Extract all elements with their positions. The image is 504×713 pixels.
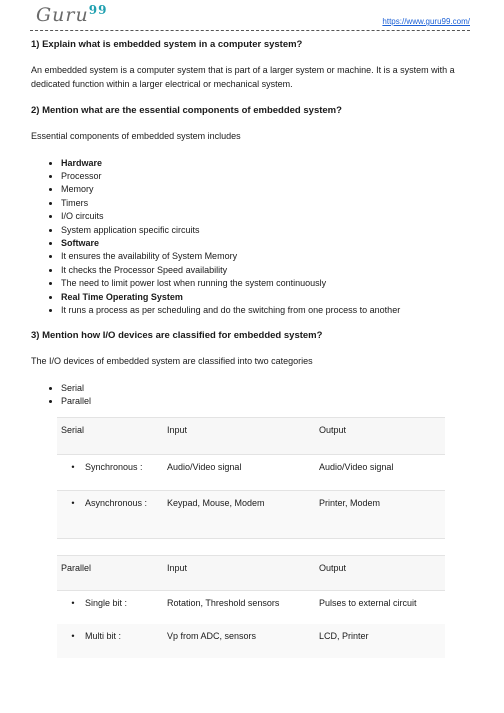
q1-answer: An embedded system is a computer system that is part of a larger system or machine. It is a system with a dedicated function within a larger electrical or mechanical system. — [31, 65, 455, 89]
logo-text: Guru — [36, 4, 89, 26]
list-item: • It checks the Processor Speed availability — [61, 264, 476, 277]
q2-heading: 2) Mention what are the essential components of embedded system? — [31, 105, 342, 116]
logo-number: 99 — [88, 3, 108, 17]
list-item: • It runs a process as per scheduling and do the switching from one process to another — [61, 304, 476, 317]
header-cell: Input — [163, 417, 315, 454]
list-item: • Memory — [61, 183, 476, 196]
input-cell: Keypad, Mouse, Modem — [163, 490, 315, 538]
header-cell: Parallel — [57, 555, 163, 590]
list-item: • Real Time Operating System — [61, 291, 476, 304]
list-item: • Hardware — [61, 157, 476, 170]
input-cell: Rotation, Threshold sensors — [167, 597, 280, 608]
type-label: Asynchronous : — [85, 497, 148, 508]
parallel-io-table — [57, 555, 445, 659]
table-row — [57, 590, 445, 624]
table-row — [57, 490, 445, 538]
type-label: Single bit : — [85, 597, 128, 608]
type-cell — [57, 624, 163, 658]
q3-intro: The I/O devices of embedded system are classified into two categories — [31, 356, 313, 367]
bullet: • — [71, 631, 75, 642]
q3-list — [31, 382, 476, 409]
output-cell: Audio/Video signal — [315, 454, 445, 490]
input-cell: Audio/Video signal — [163, 454, 315, 490]
list-item: • The need to limit power lost when running the system continuously — [61, 277, 476, 290]
q2-intro: Essential components of embedded system includes — [31, 131, 241, 141]
list-item: • System application specific circuits — [61, 224, 476, 237]
list-item: • Timers — [61, 197, 476, 210]
header-cell: Output — [315, 417, 445, 454]
list-item: • It ensures the availability of System Memory — [61, 250, 476, 263]
document-body — [31, 38, 476, 658]
list-item: • I/O circuits — [61, 210, 476, 223]
table-header-row — [57, 555, 445, 590]
guru99-logo — [36, 4, 107, 26]
list-item: • Processor — [61, 170, 476, 183]
bullet: • — [71, 497, 75, 508]
bullet: • — [71, 597, 75, 608]
input-cell: Vp from ADC, sensors — [163, 624, 315, 658]
guru99-url-link[interactable]: https://www.guru99.com/ — [382, 17, 470, 26]
q3-heading: 3) Mention how I/O devices are classified for embedded system? — [31, 330, 323, 342]
list-item: • Parallel — [61, 395, 476, 408]
list-item: • Software — [61, 237, 476, 250]
output-cell: Printer, Modem — [315, 490, 445, 538]
q2-list — [31, 157, 476, 318]
table-header-row — [57, 417, 445, 454]
header-cell: Serial — [57, 417, 163, 454]
type-cell — [57, 590, 163, 624]
header-cell: Input — [163, 555, 315, 590]
serial-io-table — [57, 417, 445, 539]
list-item: • Serial — [61, 382, 476, 395]
output-cell: LCD, Printer — [315, 624, 445, 658]
output-cell: Pulses to external circuit — [319, 597, 417, 608]
q1-heading: 1) Explain what is embedded system in a computer system? — [31, 39, 303, 50]
type-label: Multi bit : — [85, 631, 122, 642]
type-label: Synchronous : — [85, 461, 143, 472]
type-cell — [57, 454, 163, 490]
header-divider — [30, 30, 470, 31]
bullet: • — [71, 461, 75, 472]
table-row — [57, 454, 445, 490]
table-row — [57, 624, 445, 658]
type-cell — [57, 490, 163, 538]
header-cell: Output — [315, 555, 445, 590]
